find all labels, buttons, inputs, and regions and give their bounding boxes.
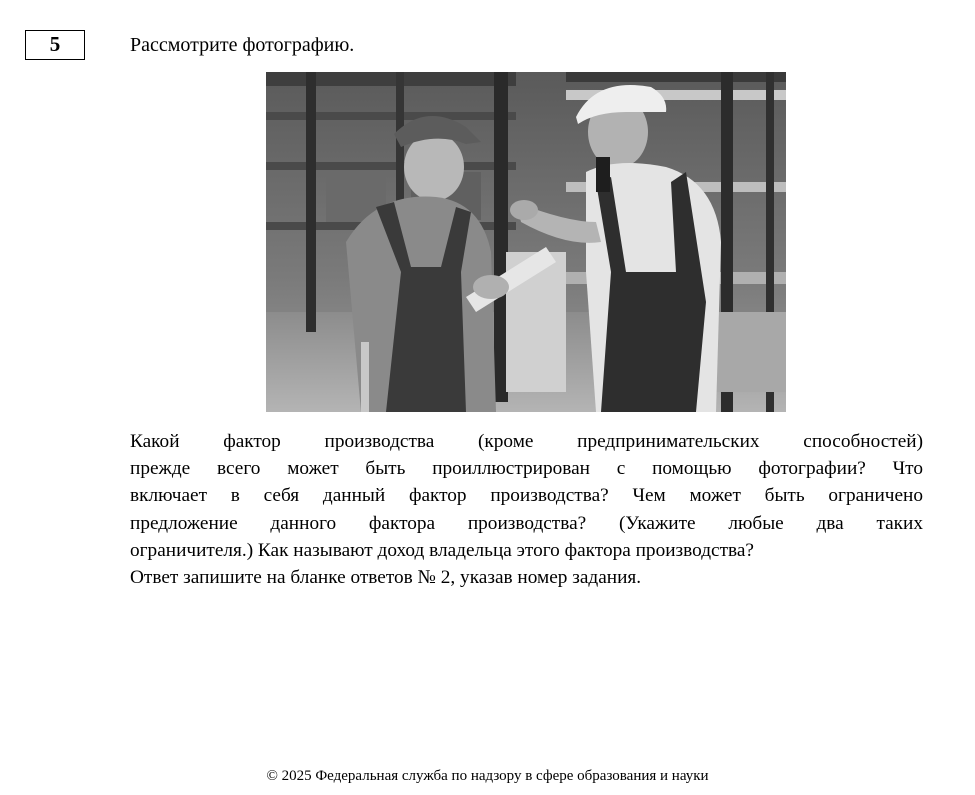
question-line: ограничителя.) Как называют доход владельца этого фактора производства? (130, 539, 754, 561)
answer-instruction: Ответ запишите на бланке ответов № 2, указав номер задания. (130, 567, 642, 589)
question-text (130, 428, 923, 591)
task-intro: Рассмотрите фотографию. (130, 34, 355, 56)
question-line: прежде всего может быть проиллюстрирован с помощью фотографии? Что (130, 458, 923, 480)
question-line: Какой фактор производства (кроме предпринимательских способностей) (130, 431, 923, 452)
question-line: предложение данного фактора производства? (Укажите любые два таких (130, 512, 923, 534)
warehouse-workers-photo (266, 72, 786, 412)
task-number-box: 5 (25, 30, 85, 60)
copyright-footer: © 2025 Федеральная служба по надзору в сфере образования и науки (266, 768, 709, 784)
question-line: включает в себя данный фактор производства? Чем может быть ограничено (130, 485, 923, 507)
